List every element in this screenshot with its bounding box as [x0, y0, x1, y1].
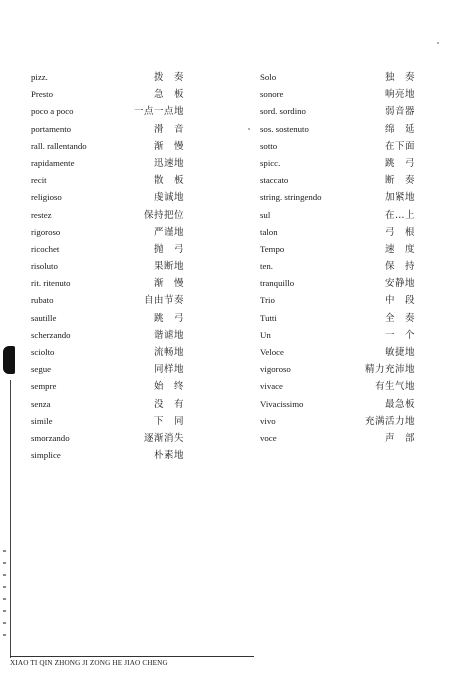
definition: 中 段: [384, 295, 415, 307]
definition: 充满活力地: [364, 415, 415, 427]
margin-ticks: [3, 550, 6, 640]
glossary-entry: [31, 103, 184, 120]
glossary-entry: [260, 138, 415, 155]
term: rall. rallentando: [31, 140, 87, 151]
definition: 敏捷地: [384, 347, 415, 358]
definition: 声 部: [384, 432, 415, 444]
definition: 在下面: [384, 140, 415, 152]
definition: 精力充沛地: [364, 364, 415, 376]
definition: 独 奏: [384, 72, 415, 83]
term: sord. sordino: [260, 106, 306, 117]
definition: 严谨地: [153, 226, 184, 238]
term: string. stringendo: [260, 192, 322, 203]
glossary-entry: [260, 396, 415, 413]
binding-mark: [3, 346, 15, 374]
term: rit. ritenuto: [31, 278, 71, 289]
glossary-entry: [31, 138, 184, 155]
definition: 渐 慢: [153, 140, 184, 152]
definition: 流畅地: [153, 347, 184, 358]
term: talon: [260, 226, 278, 237]
definition: 加紧地: [384, 192, 415, 204]
term: Vivacissimo: [260, 398, 304, 409]
scan-speck: [248, 128, 250, 130]
term: smorzando: [31, 432, 70, 443]
definition: 抛 弓: [153, 243, 184, 255]
term: scherzando: [31, 329, 71, 340]
glossary-entry: [31, 430, 184, 447]
glossary-entry: [260, 310, 415, 327]
definition: 断 奏: [384, 175, 415, 187]
definition: 下 同: [153, 415, 184, 427]
term: sos. sostenuto: [260, 123, 309, 134]
term: restez: [31, 209, 52, 220]
glossary-entry: [260, 172, 415, 189]
definition: 弓 根: [384, 226, 415, 238]
term: vivace: [260, 381, 283, 392]
glossary-entry: [260, 86, 415, 103]
term: senza: [31, 398, 51, 409]
term: staccato: [260, 175, 289, 186]
definition: 保 持: [384, 261, 415, 273]
definition: 同样地: [153, 364, 184, 376]
glossary-entry: [260, 275, 415, 292]
definition: 拨 奏: [153, 72, 184, 83]
glossary-entry: [260, 155, 415, 172]
term: religioso: [31, 192, 62, 203]
margin-rule: [10, 380, 11, 658]
definition: 没 有: [153, 398, 184, 410]
glossary-entry: [260, 121, 415, 138]
glossary-entry: [31, 172, 184, 189]
term: rapidamente: [31, 157, 75, 168]
definition: 在…上: [384, 209, 415, 221]
glossary-entry: [260, 241, 415, 258]
term: risoluto: [31, 261, 58, 272]
glossary-entry: [260, 224, 415, 241]
glossary-entry: [31, 155, 184, 172]
glossary-entry: [31, 292, 184, 309]
glossary-entry: [31, 310, 184, 327]
definition: 有生气地: [374, 381, 415, 393]
definition: 逐渐消失: [143, 432, 184, 444]
term: simplice: [31, 450, 61, 461]
glossary-entry: [260, 327, 415, 344]
glossary-entry: [260, 292, 415, 309]
running-footer: XIAO TI QIN ZHONG JI ZONG HE JIAO CHENG: [10, 659, 168, 667]
term: sul: [260, 209, 271, 220]
glossary-entry: [31, 378, 184, 395]
definition: 急 板: [153, 89, 184, 101]
glossary-entry: [260, 361, 415, 378]
glossary-entry: [260, 430, 415, 447]
term: Veloce: [260, 347, 284, 357]
glossary-entry: [31, 241, 184, 258]
glossary-entry: [260, 258, 415, 275]
definition: 渐 慢: [153, 278, 184, 290]
glossary-entry: [260, 413, 415, 430]
glossary-entry: [260, 378, 415, 395]
definition: 跳 弓: [384, 157, 415, 169]
term: rubato: [31, 295, 54, 306]
footer-rule: [10, 656, 254, 657]
definition: 保持把位: [143, 209, 184, 221]
definition: 散 板: [153, 175, 184, 187]
term: rigoroso: [31, 226, 61, 237]
definition: 始 终: [153, 381, 184, 393]
glossary-column-right: [260, 69, 415, 447]
glossary-entry: [31, 327, 184, 344]
definition: 虔诚地: [153, 192, 184, 204]
term: portamento: [31, 123, 72, 134]
term: sonore: [260, 89, 284, 100]
term: voce: [260, 432, 277, 443]
term: Tempo: [260, 243, 285, 254]
term: Solo: [260, 72, 277, 82]
glossary-entry: [260, 189, 415, 206]
definition: 一 个: [384, 329, 415, 341]
definition: 果断地: [153, 261, 184, 273]
term: Un: [260, 329, 271, 340]
definition: 自由节奏: [143, 295, 184, 307]
glossary-entry: [31, 69, 184, 86]
glossary-entry: [31, 86, 184, 103]
term: ten.: [260, 261, 273, 272]
glossary-entry: [31, 224, 184, 241]
term: vigoroso: [260, 364, 291, 375]
glossary-entry: [31, 121, 184, 138]
glossary-entry: [260, 207, 415, 224]
definition: 响亮地: [384, 89, 415, 101]
term: poco a poco: [31, 106, 74, 117]
term: sciolto: [31, 347, 55, 357]
glossary-entry: [31, 189, 184, 206]
glossary-entry: [31, 361, 184, 378]
term: sotto: [260, 140, 278, 151]
glossary-entry: [31, 447, 184, 464]
term: sempre: [31, 381, 57, 392]
glossary-entry: [260, 69, 415, 86]
definition: 跳 弓: [153, 312, 184, 324]
glossary-entry: [31, 344, 184, 361]
definition: 全 奏: [384, 312, 415, 324]
term: spicc.: [260, 157, 281, 168]
definition: 一点一点地: [133, 106, 184, 118]
glossary-entry: [260, 103, 415, 120]
glossary-entry: [31, 413, 184, 430]
definition: 安静地: [384, 278, 415, 290]
term: Tutti: [260, 312, 277, 323]
definition: 绵 延: [384, 123, 415, 135]
scan-speck: [437, 42, 439, 44]
term: simile: [31, 415, 53, 426]
term: tranquillo: [260, 278, 295, 289]
term: Presto: [31, 89, 53, 100]
definition: 谐谑地: [153, 329, 184, 341]
glossary-entry: [31, 396, 184, 413]
glossary-entry: [31, 207, 184, 224]
definition: 弱音器: [384, 106, 415, 118]
definition: 最急板: [384, 398, 415, 410]
term: pizz.: [31, 72, 48, 82]
definition: 滑 音: [153, 123, 184, 135]
term: vivo: [260, 415, 276, 426]
term: sautille: [31, 312, 57, 323]
definition: 朴素地: [153, 450, 184, 462]
glossary-entry: [31, 275, 184, 292]
term: segue: [31, 364, 52, 375]
term: ricochet: [31, 243, 60, 254]
glossary-entry: [31, 258, 184, 275]
glossary-column-left: [31, 69, 184, 464]
definition: 速 度: [384, 243, 415, 255]
definition: 迅速地: [153, 157, 184, 169]
term: Trio: [260, 295, 275, 306]
term: recit: [31, 175, 47, 186]
glossary-entry: [260, 344, 415, 361]
